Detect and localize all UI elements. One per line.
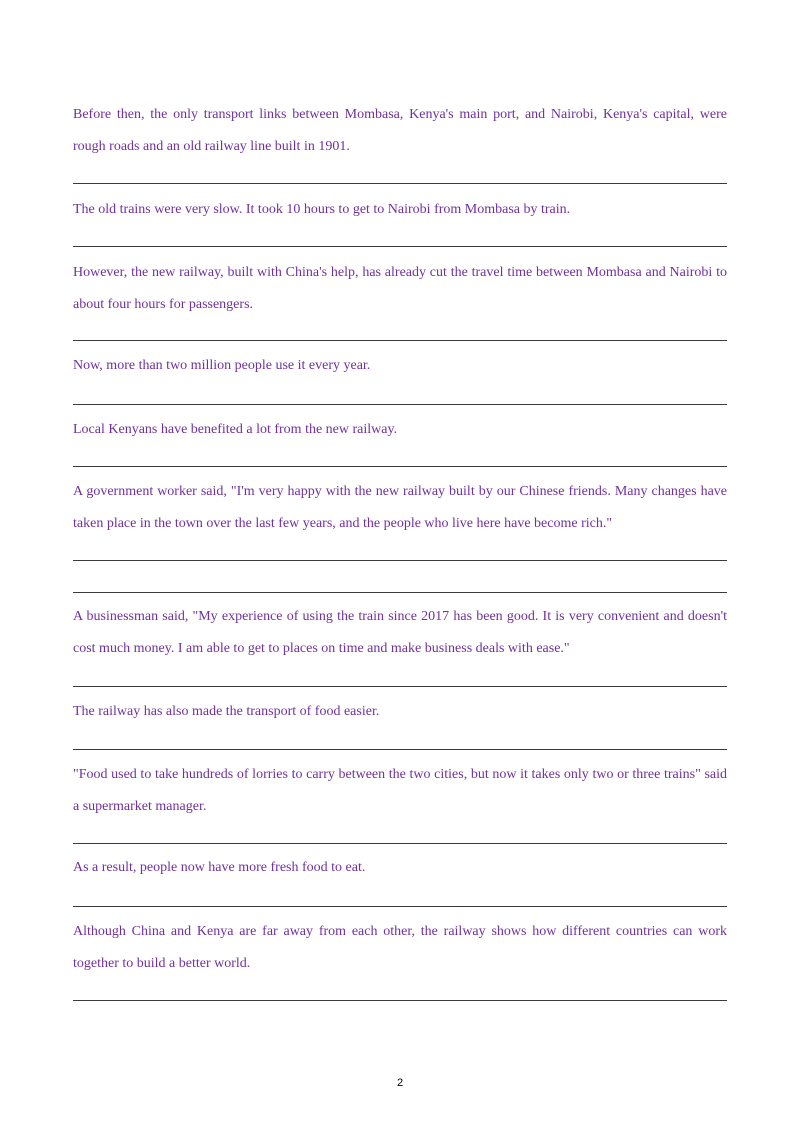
answer-line-10 xyxy=(73,843,727,844)
answer-line-4 xyxy=(73,404,727,405)
paragraph-11: Although China and Kenya are far away from each other, the railway shows how different countries can work together to build a better world. xyxy=(73,924,727,971)
answer-line-6 xyxy=(73,560,727,561)
paragraph-3: However, the new railway, built with China's help, has already cut the travel time between Mombasa and Nairobi to about four hours for passengers. xyxy=(73,265,727,312)
paragraph-1: Before then, the only transport links between Mombasa, Kenya's main port, and Nairobi, Kenya's capital, were rough roads and an old railway line built in 1901. xyxy=(73,107,727,154)
paragraph-4: Now, more than two million people use it every year. xyxy=(73,358,371,373)
answer-line-3 xyxy=(73,340,727,341)
answer-line-2 xyxy=(73,246,727,247)
answer-line-1 xyxy=(73,183,727,184)
answer-line-8 xyxy=(73,686,727,687)
paragraph-10: As a result, people now have more fresh food to eat. xyxy=(73,860,366,875)
answer-line-12 xyxy=(73,1000,727,1001)
page-number: 2 xyxy=(396,1077,404,1089)
answer-line-11 xyxy=(73,906,727,907)
answer-line-9 xyxy=(73,749,727,750)
paragraph-6: A government worker said, "I'm very happy with the new railway built by our Chinese friends. Many changes have taken place in the town over the last few years, and the people who live here have become rich." xyxy=(73,484,727,531)
paragraph-8: The railway has also made the transport of food easier. xyxy=(73,704,380,719)
answer-line-5 xyxy=(73,466,727,467)
paragraph-7: A businessman said, "My experience of using the train since 2017 has been good. It is very convenient and doesn't cost much money. I am able to get to places on time and make business deals with ease." xyxy=(73,609,727,656)
paragraph-2: The old trains were very slow. It took 10 hours to get to Nairobi from Mombasa by train. xyxy=(73,202,571,217)
paragraph-5: Local Kenyans have benefited a lot from the new railway. xyxy=(73,422,398,437)
answer-line-7 xyxy=(73,592,727,593)
paragraph-9: "Food used to take hundreds of lorries to carry between the two cities, but now it takes only two or three trains" said a supermarket manager. xyxy=(73,767,727,814)
